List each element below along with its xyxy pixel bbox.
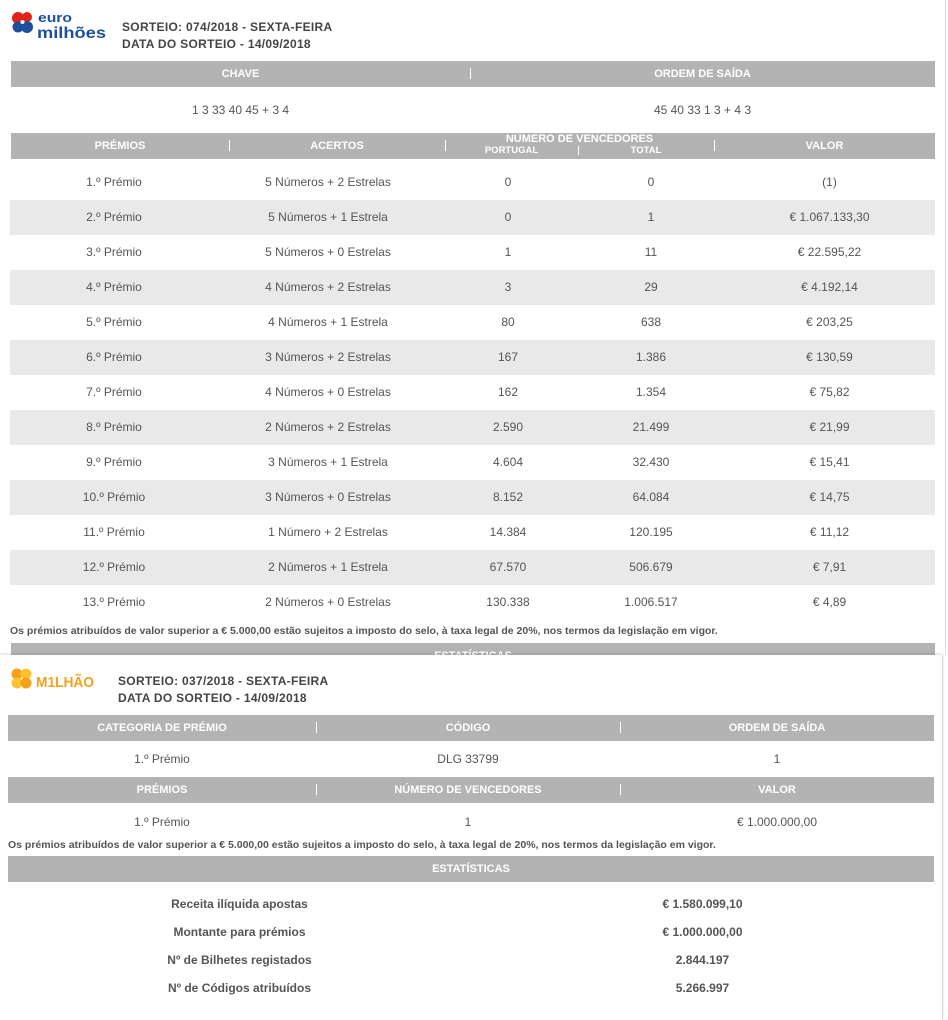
- prize-row: [10, 550, 935, 585]
- stats-header-bar: [8, 856, 934, 882]
- prize-row: [8, 803, 934, 841]
- stats-label: Receita ilíquida apostas: [171, 897, 308, 911]
- prize-premio-cell: 1.º Prémio: [86, 175, 142, 189]
- code-row: [8, 741, 934, 777]
- prize-portugal-cell: 3: [504, 280, 512, 294]
- valor-header: VALOR: [758, 784, 796, 796]
- prizes-header-bar: [8, 777, 934, 803]
- prize-acertos-cell: 4 Números + 1 Estrela: [268, 315, 388, 329]
- prize-premio-cell: 5.º Prémio: [86, 315, 142, 329]
- prize-premio-cell: 6.º Prémio: [86, 350, 142, 364]
- euromilhoes-clover-icon: [12, 12, 33, 33]
- prize-portugal-cell: 67.570: [489, 560, 527, 574]
- prize-total-cell: 1.354: [635, 385, 667, 399]
- prize-valor-cell: € 14,75: [809, 490, 850, 504]
- milhao-logo: [10, 666, 100, 692]
- prize-valor-cell: € 130,59: [806, 350, 853, 364]
- prize-premio-cell: 8.º Prémio: [86, 420, 142, 434]
- prize-row: [10, 235, 935, 270]
- draw-date: DATA DO SORTEIO - 14/09/2018: [118, 691, 307, 705]
- prize-premio-cell: 7.º Prémio: [86, 385, 142, 399]
- prize-total-cell: 11: [644, 245, 658, 259]
- premios-header: PRÉMIOS: [136, 784, 188, 796]
- vencedores-header: NÚMERO DE VENCEDORES: [394, 784, 542, 796]
- prize-premio-cell: 2.º Prémio: [86, 210, 142, 224]
- prize-premio-cell: 4.º Prémio: [86, 280, 142, 294]
- prize-acertos-cell: 4 Números + 0 Estrelas: [265, 385, 391, 399]
- prize-portugal-cell: 0: [504, 210, 512, 224]
- stats-row: [8, 974, 934, 1002]
- prize-row: [10, 410, 935, 445]
- draw-number: SORTEIO: 037/2018 - SEXTA-FEIRA: [118, 674, 329, 688]
- prize-premio-cell: 11.º Prémio: [83, 525, 145, 539]
- prize-row: [10, 305, 935, 340]
- prizes-header-bar: [11, 133, 935, 159]
- stats-value: € 1.580.099,10: [662, 897, 743, 911]
- prize-premio-cell: 9.º Prémio: [86, 455, 142, 469]
- euromilhoes-draw-info: [122, 19, 332, 53]
- categoria-value: 1.º Prémio: [134, 752, 190, 766]
- milhao-draw-info: [118, 673, 328, 707]
- tax-footnote: Os prémios atribuídos de valor superior a € 5.000,00 estão sujeitos a imposto do selo, à taxa legal de 20%, nos termos da legislação em vigor.: [10, 625, 718, 637]
- acertos-header: ACERTOS: [310, 140, 364, 152]
- prize-row: [10, 445, 935, 480]
- prize-acertos-cell: 2 Números + 0 Estrelas: [265, 595, 391, 609]
- stats-header: ESTATÍSTICAS: [432, 863, 510, 875]
- stats-value: 5.266.997: [675, 981, 730, 995]
- total-header: TOTAL: [630, 145, 662, 156]
- prize-acertos-cell: 3 Números + 1 Estrela: [268, 455, 388, 469]
- prize-row: [10, 375, 935, 410]
- prize-portugal-cell: 0: [504, 175, 512, 189]
- stats-row: [8, 890, 934, 918]
- ordem-saida-value: 45 40 33 1 3 + 4 3: [653, 103, 752, 117]
- prize-row: [10, 340, 935, 375]
- prize-portugal-cell: 4.604: [492, 455, 524, 469]
- prize-row: [10, 480, 935, 515]
- prize-acertos-cell: 5 Números + 2 Estrelas: [265, 175, 391, 189]
- prize-total-cell: 638: [640, 315, 662, 329]
- codigo-header: CÓDIGO: [445, 722, 491, 734]
- ordem-saida-header: ORDEM DE SAÍDA: [728, 722, 826, 734]
- prize-valor-cell: € 1.000.000,00: [736, 815, 818, 829]
- premios-header: PRÉMIOS: [94, 140, 146, 152]
- prize-portugal-cell: 8.152: [492, 490, 524, 504]
- prize-acertos-cell: 5 Números + 0 Estrelas: [265, 245, 391, 259]
- stats-row: [8, 946, 934, 974]
- prize-portugal-cell: 130.338: [486, 595, 530, 609]
- prize-acertos-cell: 2 Números + 2 Estrelas: [265, 420, 391, 434]
- prize-total-cell: 1.386: [635, 350, 667, 364]
- prize-valor-cell: € 203,25: [806, 315, 853, 329]
- vencedores-header: NÚMERO DE VENCEDORES: [505, 133, 654, 145]
- logo-text-milhao: M1LHÃO: [36, 674, 100, 691]
- tax-footnote: Os prémios atribuídos de valor superior a € 5.000,00 estão sujeitos a imposto do selo, à taxa legal de 20%, nos termos da legislação em vigor.: [8, 839, 716, 851]
- stats-table: [8, 890, 934, 1002]
- logo-text-milhoes: milhões: [37, 25, 107, 42]
- key-row: [11, 87, 935, 133]
- milhao-results-card: [0, 655, 943, 1020]
- euromilhoes-logo: [10, 9, 110, 43]
- prize-premio-cell: 13.º Prémio: [82, 595, 146, 609]
- prize-valor-cell: € 15,41: [809, 455, 850, 469]
- prize-valor-cell: € 21,99: [809, 420, 850, 434]
- prize-row: [10, 270, 935, 305]
- prize-premio-cell: 1.º Prémio: [134, 815, 190, 829]
- prize-premio-cell: 10.º Prémio: [82, 490, 146, 504]
- prize-total-cell: 1: [647, 210, 655, 224]
- prize-valor-cell: € 11,12: [809, 525, 850, 539]
- prize-total-cell: 506.679: [629, 560, 673, 574]
- prize-acertos-cell: 5 Números + 1 Estrela: [268, 210, 388, 224]
- prize-acertos-cell: 2 Números + 1 Estrela: [268, 560, 388, 574]
- stats-label: Nº de Códigos atribuídos: [167, 981, 312, 995]
- valor-header: VALOR: [805, 140, 844, 152]
- stats-row: [8, 918, 934, 946]
- chave-value: 1 3 33 40 45 + 3 4: [191, 103, 290, 117]
- draw-number: SORTEIO: 074/2018 - SEXTA-FEIRA: [122, 20, 333, 34]
- prize-valor-cell: € 22.595,22: [797, 245, 862, 259]
- categoria-header: CATEGORIA DE PRÉMIO: [97, 722, 227, 734]
- prize-total-cell: 1.006.517: [624, 595, 678, 609]
- prize-portugal-cell: 2.590: [492, 420, 524, 434]
- stats-label: Montante para prémios: [173, 925, 306, 939]
- prize-total-cell: 32.430: [632, 455, 670, 469]
- prize-portugal-cell: 162: [497, 385, 519, 399]
- prize-total-cell: 64.084: [632, 490, 670, 504]
- prize-valor-cell: € 1.067.133,30: [789, 210, 870, 224]
- prize-row: [10, 515, 935, 550]
- prize-row: [10, 200, 935, 235]
- ordem-saida-value: 1: [773, 752, 781, 766]
- key-header-bar: [11, 61, 935, 87]
- ordem-saida-header: ORDEM DE SAÍDA: [654, 68, 751, 80]
- prize-acertos-cell: 1 Número + 2 Estrelas: [268, 525, 388, 539]
- prize-portugal-cell: 14.384: [489, 525, 527, 539]
- prize-total-cell: 0: [647, 175, 655, 189]
- stats-value: € 1.000.000,00: [662, 925, 743, 939]
- prize-portugal-cell: 1: [504, 245, 512, 259]
- prize-acertos-cell: 3 Números + 2 Estrelas: [265, 350, 391, 364]
- chave-header: CHAVE: [221, 68, 260, 80]
- prize-valor-cell: € 4.192,14: [801, 280, 858, 294]
- prize-valor-cell: € 4,89: [812, 595, 847, 609]
- prize-total-cell: 120.195: [629, 525, 673, 539]
- prize-valor-cell: € 7,91: [812, 560, 847, 574]
- prize-portugal-cell: 80: [501, 315, 515, 329]
- stats-label: Nº de Bilhetes registados: [167, 953, 312, 967]
- draw-date: DATA DO SORTEIO - 14/09/2018: [122, 37, 311, 51]
- prize-total-cell: 21.499: [632, 420, 670, 434]
- prize-row: [10, 165, 935, 200]
- prize-premio-cell: 3.º Prémio: [86, 245, 142, 259]
- prize-vencedores-cell: 1: [464, 815, 472, 829]
- prize-valor-cell: € 75,82: [809, 385, 850, 399]
- code-header-bar: [8, 715, 934, 741]
- stats-value: 2.844.197: [675, 953, 730, 967]
- prize-acertos-cell: 4 Números + 2 Estrelas: [265, 280, 391, 294]
- prize-row: [10, 585, 935, 620]
- prize-portugal-cell: 167: [497, 350, 519, 364]
- portugal-header: PORTUGAL: [484, 145, 539, 156]
- prize-premio-cell: 12.º Prémio: [82, 560, 146, 574]
- prize-total-cell: 29: [644, 280, 658, 294]
- prize-valor-cell: (1): [822, 175, 837, 189]
- prize-acertos-cell: 3 Números + 0 Estrelas: [265, 490, 391, 504]
- logo-text-euro: euro: [38, 10, 73, 25]
- codigo-value: DLG 33799: [437, 752, 499, 766]
- milhao-clover-icon: [12, 669, 32, 689]
- prizes-table: [10, 165, 935, 620]
